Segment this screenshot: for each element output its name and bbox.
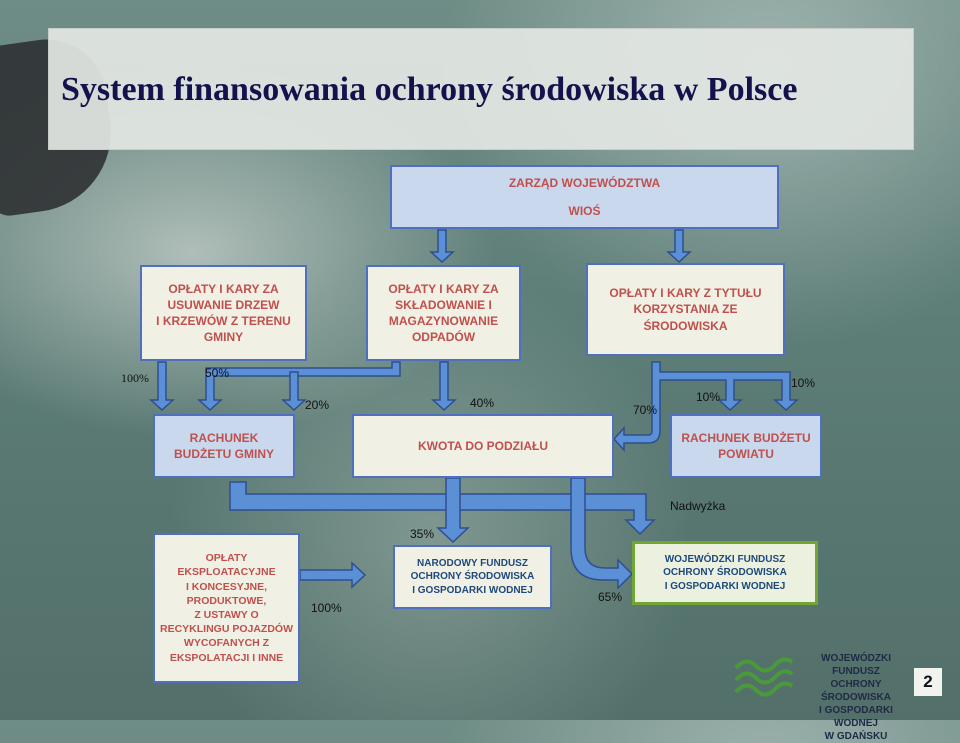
label-35: 35% [410,527,435,541]
box-oplaty-eksploatacyjne [153,533,300,683]
label-100-left: 100% [121,371,149,385]
eksploatacyjne-line: OPŁATY [205,552,248,565]
label-100-bottom: 100% [311,601,342,615]
wfos-line: I GOSPODARKI WODNEJ [664,580,786,592]
gmina-line: BUDŻETU GMINY [174,447,274,461]
label-70: 70% [633,403,658,417]
box-oplaty-odpady [366,265,521,361]
wfos-line: WOJEWÓDZKI FUNDUSZ [664,553,786,565]
nfos-line: I GOSPODARKI WODNEJ [412,584,533,596]
gmina-line: RACHUNEK [189,430,259,445]
box-oplaty-srodowisko [586,263,785,356]
arrow-drzewa-to-gmina-100 [151,362,173,410]
odpady-line: ODPADÓW [411,330,476,345]
eksploatacyjne-line: EKSPLOATACYJNE [177,566,276,579]
wfos-logo-text [800,652,912,743]
arrow-eksploatacyjne-to-nfos [300,563,365,587]
label-40: 40% [470,396,495,410]
powiat-line: RACHUNEK BUDŻETU [681,430,811,445]
wios-label: WIOŚ [568,204,601,218]
srodowisko-line: OPŁATY I KARY Z TYTUŁU [609,286,762,301]
logo-line: W GDAŃSKU [824,731,888,742]
drzewa-line: GMINY [203,330,244,345]
wfos-line: OCHRONY ŚRODOWISKA [663,567,787,579]
label-nadwyzka: Nadwyżka [670,499,726,513]
wfos-logo-icon [732,652,796,708]
logo-line: OCHRONY ŚRODOWISKA [821,679,891,703]
odpady-line: MAGAZYNOWANIE [388,314,499,328]
drzewa-line: USUWANIE DRZEW [167,297,280,312]
box-rachunek-gminy [153,414,295,478]
box-rachunek-powiatu [670,414,822,478]
box-oplaty-drzewa [140,265,307,361]
page-number: 2 [914,668,942,696]
nfos-line: OCHRONY ŚRODOWISKA [410,571,535,583]
nfos-line: NARODOWY FUNDUSZ [417,557,528,569]
label-50: 50% [205,366,230,380]
eksploatacyjne-line: Z USTAWY O [194,609,259,621]
eksploatacyjne-line: PRODUKTOWE, [186,594,267,607]
eksploatacyjne-line: EKSPOLATACJI I INNE [169,651,284,664]
arrow-odpady-20 [283,372,305,410]
arrow-gmina-to-wfos [230,482,654,534]
powiat-line: POWIATU [718,447,774,461]
page-title: System finansowania ochrony środowiska w Polsce [61,71,798,108]
label-20: 20% [305,398,330,412]
label-10-powiat: 10% [696,390,721,404]
eksploatacyjne-line: I KONCESYJNE, [185,580,268,593]
logo-line: I GOSPODARKI WODNEJ [819,705,893,729]
eksploatacyjne-line: WYCOFANYCH Z [183,637,270,650]
arrow-zarzad-to-srodowisko [668,230,690,262]
label-65: 65% [598,590,623,604]
box-wojewodzki-fundusz [632,541,818,605]
kwota-line: KWOTA DO PODZIAŁU [418,438,548,453]
box-narodowy-fundusz [393,545,552,609]
box-zarzad-wojewodztwa [390,165,779,229]
drzewa-line: OPŁATY I KARY ZA [168,281,279,296]
arrow-odpady-40 [433,362,455,410]
logo-line: WOJEWÓDZKI FUNDUSZ [821,653,891,677]
drzewa-line: I KRZEWÓW Z TERENU [156,314,291,328]
arrow-zarzad-to-odpady [431,230,453,262]
odpady-line: OPŁATY I KARY ZA [388,281,499,296]
eksploatacyjne-line: RECYKLINGU POJAZDÓW [159,623,293,636]
srodowisko-line: KORZYSTANIA ZE [633,302,738,317]
box-kwota-do-podzialu [352,414,614,478]
srodowisko-line: ŚRODOWISKA [643,318,728,333]
label-10-right: 10% [791,376,816,390]
zarzad-label: ZARZĄD WOJEWÓDZTWA [508,175,661,190]
odpady-line: SKŁADOWANIE I [395,297,492,312]
